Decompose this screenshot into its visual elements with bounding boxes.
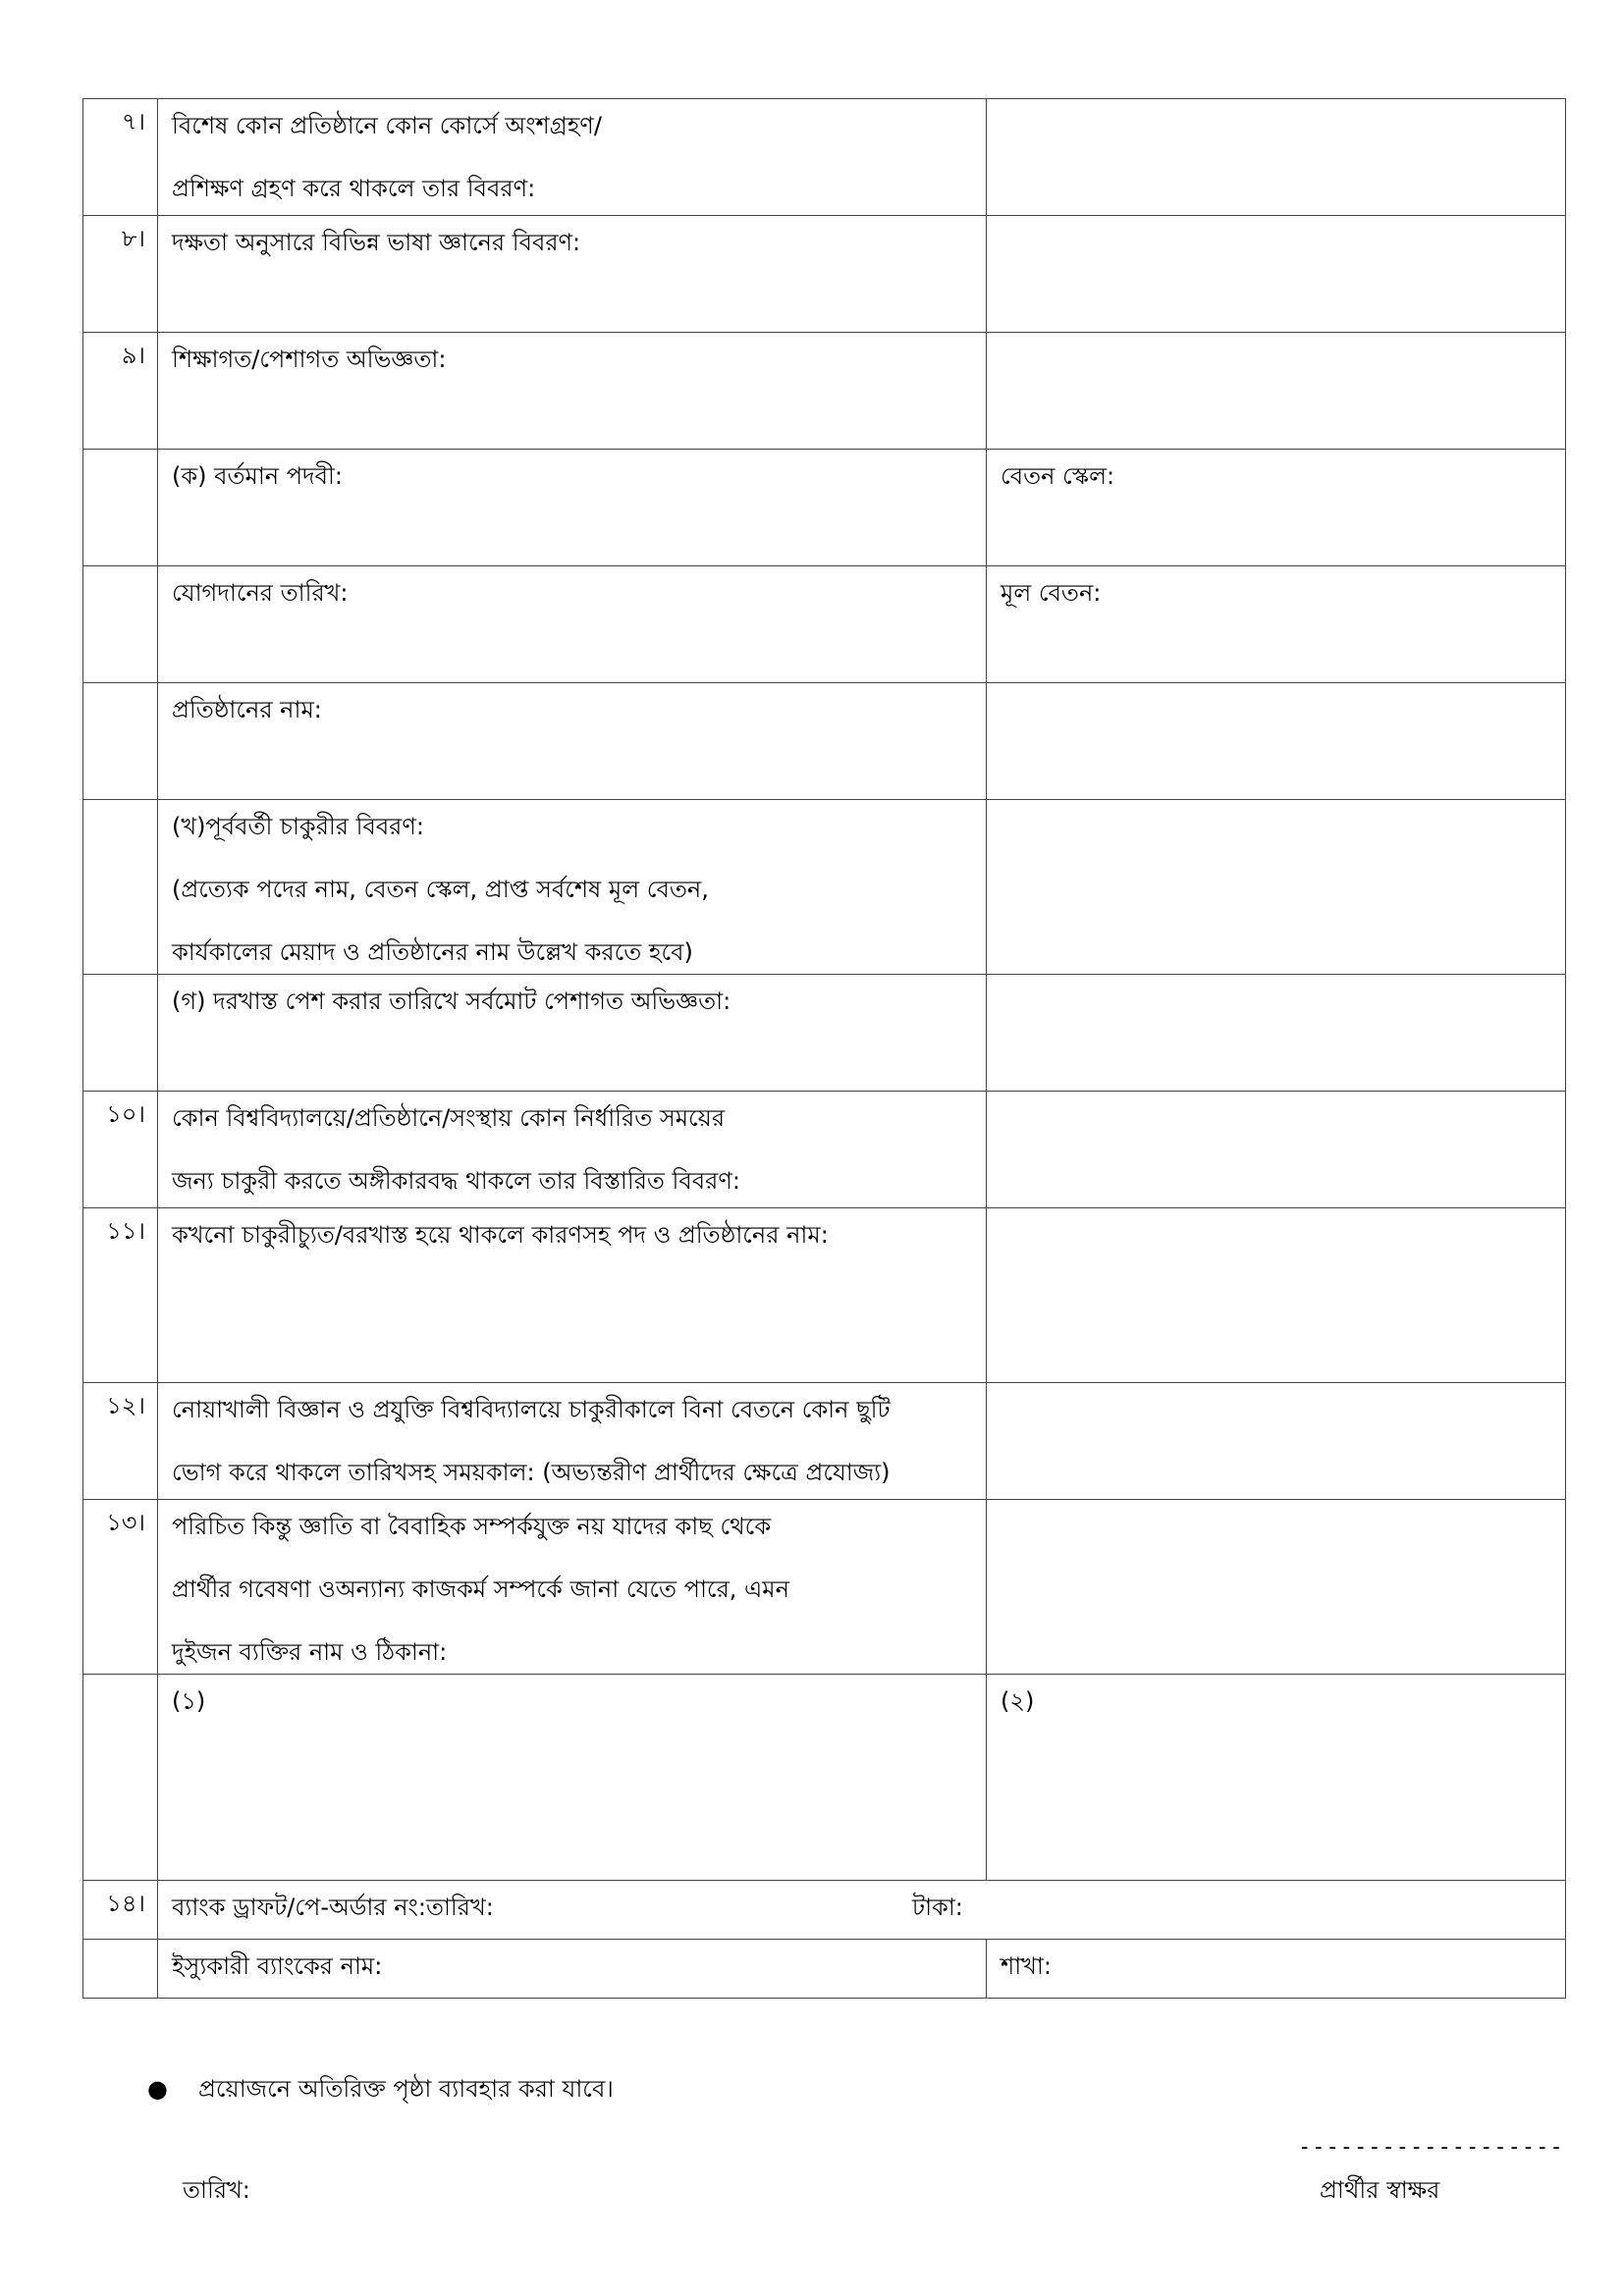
label-line: প্রতিষ্ঠানের নাম: [172, 696, 322, 723]
row-number [83, 1675, 158, 1881]
row-label [158, 1208, 987, 1383]
answer-cell[interactable] [987, 683, 1566, 800]
bank-draft-label: ব্যাংক ড্রাফট/পে-অর্ডার নং:তারিখ: [172, 1894, 494, 1921]
row-label [158, 99, 987, 216]
label-line: যোগদানের তারিখ: [172, 579, 349, 607]
form-row-total-experience [83, 975, 1566, 1092]
row-label [158, 1383, 987, 1500]
row-label [158, 1500, 987, 1675]
form-row-institution-name [83, 683, 1566, 800]
row-label [158, 216, 987, 333]
label-line: জন্য চাকুরী করতে অঙ্গীকারবদ্ধ থাকলে তার বিস্তারিত বিবরণ: [172, 1167, 740, 1195]
row-label [158, 566, 987, 683]
form-row-current-designation [83, 450, 1566, 566]
bank-draft-cell[interactable] [158, 1881, 1566, 1940]
label-line: কোন বিশ্ববিদ্যালয়ে/প্রতিষ্ঠানে/সংস্থায় কোন নির্ধারিত সময়ের [172, 1104, 726, 1132]
label-line: দক্ষতা অনুসারে বিভিন্ন ভাষা জ্ঞানের বিবরণ: [172, 229, 581, 256]
row-label [158, 800, 987, 975]
basic-salary-cell[interactable]: মূল বেতন: [987, 566, 1566, 683]
row-label [158, 975, 987, 1092]
answer-cell[interactable] [987, 333, 1566, 450]
label-line: (গ) দরখাস্ত পেশ করার তারিখে সর্বমোট পেশাগত অভিজ্ঞতা: [172, 988, 731, 1015]
reference-1-label: (১) [172, 1687, 206, 1715]
label-line: প্রশিক্ষণ গ্রহণ করে থাকলে তার বিবরণ: [172, 175, 536, 202]
row-label [158, 450, 987, 566]
row-number: ১০। [83, 1092, 158, 1208]
row-number [83, 800, 158, 975]
bullet-icon: ● [147, 2075, 168, 2103]
form-row-10 [83, 1092, 1566, 1208]
row-number: ৭। [83, 99, 158, 216]
row-number: ১৪। [83, 1881, 158, 1940]
row-number [83, 683, 158, 800]
form-row-12 [83, 1383, 1566, 1500]
label-line: ভোগ করে থাকলে তারিখসহ সময়কাল: (অভ্যন্তরীণ প্রার্থীদের ক্ষেত্রে প্রযোজ্য) [172, 1459, 891, 1486]
label-line: বিশেষ কোন প্রতিষ্ঠানে কোন কোর্সে অংশগ্রহণ/ [172, 112, 602, 139]
form-row-joining-date [83, 566, 1566, 683]
answer-cell[interactable] [987, 1092, 1566, 1208]
row-number: ৮। [83, 216, 158, 333]
form-row-previous-employment [83, 800, 1566, 975]
answer-cell[interactable] [987, 99, 1566, 216]
answer-cell[interactable] [987, 1383, 1566, 1500]
answer-cell[interactable] [987, 1500, 1566, 1675]
form-row-13 [83, 1500, 1566, 1675]
row-label [158, 683, 987, 800]
label-line: প্রার্থীর গবেষণা ওঅন্যান্য কাজকর্ম সম্পর্কে জানা যেতে পারে, এমন [172, 1575, 789, 1603]
signature-label: প্রার্থীর স্বাক্ষর [1320, 2176, 1440, 2204]
row-number [83, 566, 158, 683]
row-number [83, 450, 158, 566]
reference-1-cell[interactable] [158, 1675, 987, 1881]
form-row-8 [83, 216, 1566, 333]
row-number: ১১। [83, 1208, 158, 1383]
issuer-bank-name-cell[interactable]: ইস্যুকারী ব্যাংকের নাম: [158, 1940, 987, 1999]
row-label [158, 1092, 987, 1208]
label-line: (খ)পূর্ববর্তী চাকুরীর বিবরণ: [172, 813, 424, 840]
label-line: কখনো চাকুরীচ্যুত/বরখাস্ত হয়ে থাকলে কারণসহ পদ ও প্রতিষ্ঠানের নাম: [172, 1221, 829, 1249]
answer-cell[interactable] [987, 216, 1566, 333]
row-number [83, 975, 158, 1092]
additional-pages-note [147, 2071, 614, 2110]
row-label [158, 333, 987, 450]
reference-2-cell[interactable]: (২) [987, 1675, 1566, 1881]
amount-label: টাকা: [912, 1894, 963, 1921]
label-line: কার্যকালের মেয়াদ ও প্রতিষ্ঠানের নাম উল্লেখ করতে হবে) [172, 938, 693, 966]
answer-cell[interactable] [987, 975, 1566, 1092]
row-number: ১২। [83, 1383, 158, 1500]
row-number: ১৩। [83, 1500, 158, 1675]
label-line: (প্রত্যেক পদের নাম, বেতন স্কেল, প্রাপ্ত সর্বশেষ মূল বেতন, [172, 876, 709, 903]
form-row-references [83, 1675, 1566, 1881]
answer-cell[interactable] [987, 800, 1566, 975]
label-line: পরিচিত কিন্তু জ্ঞাতি বা বৈবাহিক সম্পর্কযুক্ত নয় যাদের কাছ থেকে [172, 1513, 772, 1540]
label-line: দুইজন ব্যক্তির নাম ও ঠিকানা: [172, 1638, 448, 1666]
form-row-14-bank-draft [83, 1881, 1566, 1940]
pay-scale-cell[interactable]: বেতন স্কেল: [987, 450, 1566, 566]
branch-cell[interactable]: শাখা: [987, 1940, 1566, 1999]
row-number: ৯। [83, 333, 158, 450]
answer-cell[interactable] [987, 1208, 1566, 1383]
date-label: তারিখ: [183, 2176, 250, 2204]
label-line: শিক্ষাগত/পেশাগত অভিজ্ঞতা: [172, 346, 447, 373]
form-row-11 [83, 1208, 1566, 1383]
application-form-table [82, 98, 1566, 1999]
signature-line: ------------------- [1298, 2135, 1564, 2160]
label-line: (ক) বর্তমান পদবী: [172, 462, 343, 490]
label-line: নোয়াখালী বিজ্ঞান ও প্রযুক্তি বিশ্ববিদ্যালয়ে চাকুরীকালে বিনা বেতনে কোন ছুটি [172, 1396, 891, 1423]
row-number [83, 1940, 158, 1999]
form-row-issuer-bank [83, 1940, 1566, 1999]
form-row-7 [83, 99, 1566, 216]
form-row-9 [83, 333, 1566, 450]
note-text: প্রয়োজনে অতিরিক্ত পৃষ্ঠা ব্যাবহার করা যাবে। [198, 2075, 614, 2103]
